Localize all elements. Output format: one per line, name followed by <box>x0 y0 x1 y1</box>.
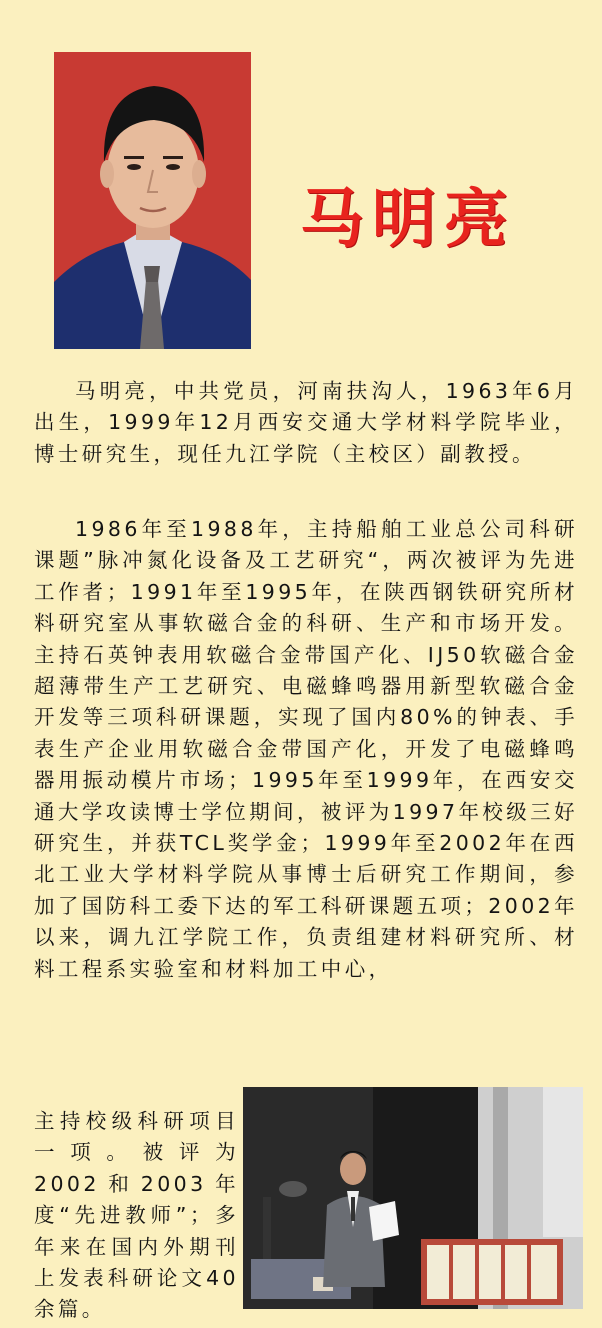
lecture-photo <box>243 1087 583 1309</box>
bio-paragraph-1: 马明亮，中共党员，河南扶沟人，1963年6月出生，1999年12月西安交通大学材料学院毕业，博士研究生，现任九江学院（主校区）副教授。 <box>34 379 578 466</box>
portrait-photo <box>54 52 251 349</box>
person-name: 马明亮 <box>300 183 516 257</box>
bio-paragraph-2: 1986年至1988年，主持船舶工业总公司科研课题”脉冲氮化设备及工艺研究“，两次被评为先进工作者；1991年至1995年，在陕西钢铁研究所材料研究室从事软磁合金的科研、生产和市场开发。主持石英钟表用软磁合金带国产化、IJ50软磁合金超薄带生产工艺研究、电磁蜂鸣器用新型软磁合金开发等三项科研课题，实现了国内80%的钟表、手表生产企业用软磁合金带国产化，开发了电磁蜂鸣器用振动模片市场；1995年至1999年，在西安交通大学攻读博士学位期间，被评为1997年校级三好研究生，并获TCL奖学金；1999年至2002年在西北工业大学材料学院从事博士后研究工作期间，参加了国防科工委下达的军工科研课题五项；2002年以来，调九江学院工作，负责组建材料研究所、材料工程系实验室和材料加工中心， <box>34 517 578 981</box>
bio-paragraph-3: 主持校级科研项目一项。被评为2002和2003年度“先进教师”；多年来在国内外期刊上发表科研论文40余篇。 <box>34 1109 239 1322</box>
